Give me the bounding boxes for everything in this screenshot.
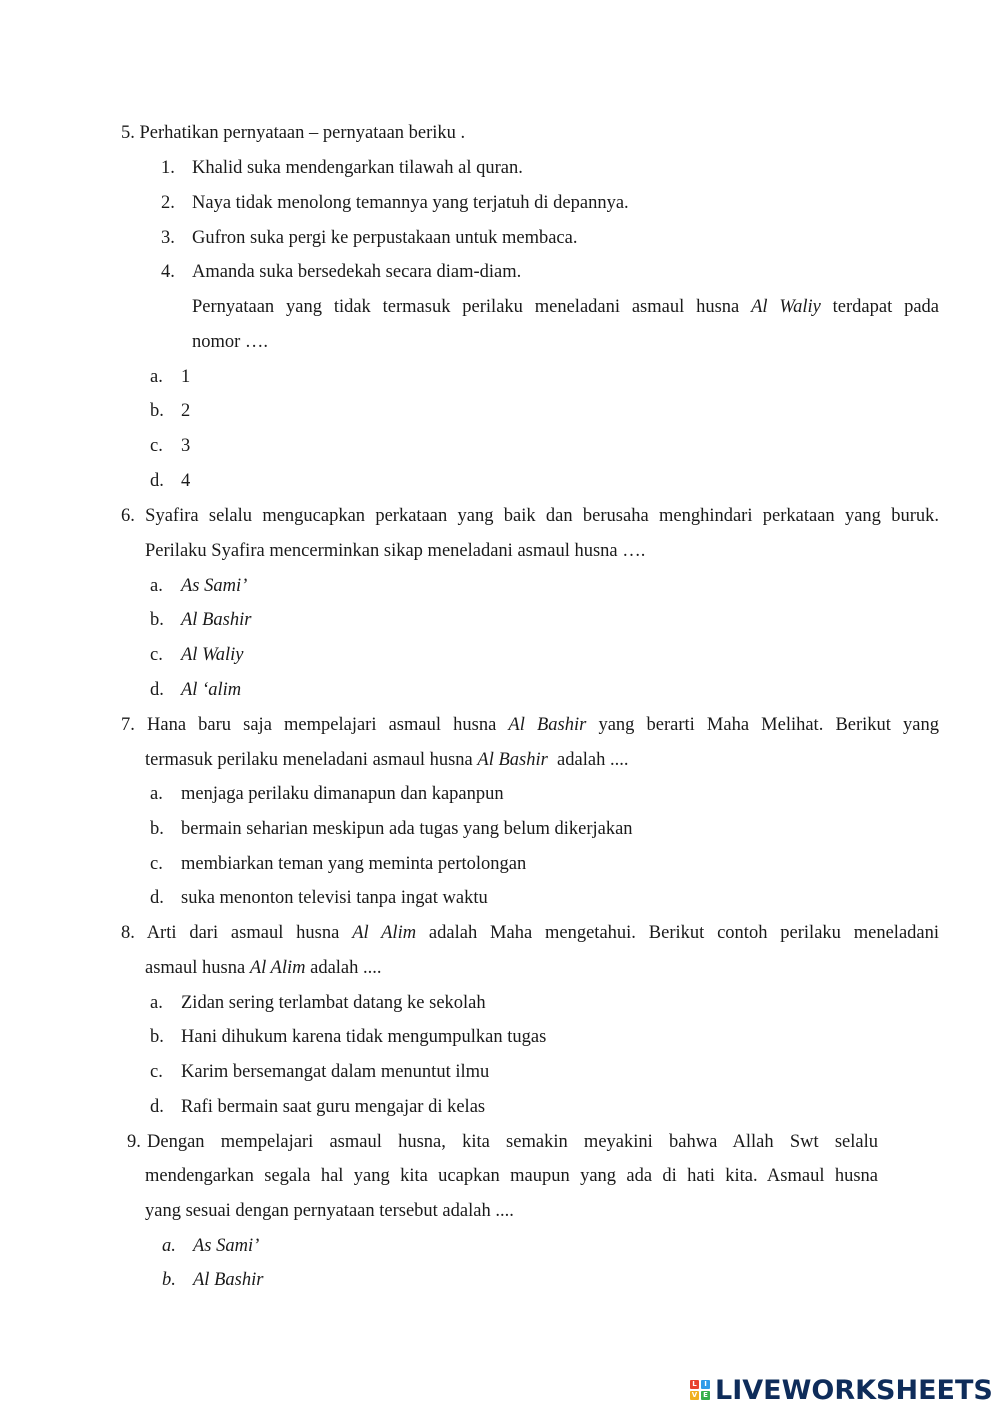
q5-statement-3 <box>161 227 578 249</box>
asmaul-term: Al Alim <box>249 958 306 978</box>
statement-number: 3. <box>161 228 175 248</box>
q5-statement-1 <box>161 157 523 179</box>
q6-option-a: a. As Sami’ <box>150 576 248 596</box>
q8-stem-line2: asmaul husna Al Alim adalah .... <box>145 958 382 978</box>
q5-prompt-line2: nomor …. <box>192 332 269 352</box>
q8-option-d: d. Rafi bermain saat guru mengajar di kelas <box>150 1097 486 1117</box>
q7-stem-line2: termasuk perilaku meneladani asmaul husna Al Bashir adalah .... <box>145 750 629 770</box>
q5-option-b: b. 2 <box>150 401 191 421</box>
liveworksheets-logo <box>690 1372 993 1408</box>
statement-text: Gufron suka pergi ke perpustakaan untuk membaca. <box>192 228 578 248</box>
q7-option-a: a. menjaga perilaku dimanapun dan kapanpun <box>150 784 504 804</box>
q5-statement-2 <box>161 192 629 214</box>
asmaul-term: Al Waliy <box>751 297 821 317</box>
q5-option-d: d. 4 <box>150 471 191 491</box>
asmaul-term: Al Bashir <box>508 715 587 735</box>
statement-number: 4. <box>161 262 175 282</box>
statement-text: Khalid suka mendengarkan tilawah al quran. <box>192 158 523 178</box>
statement-number: 1. <box>161 158 175 178</box>
statement-text: Amanda suka bersedekah secara diam-diam. <box>192 262 522 282</box>
statement-text: Naya tidak menolong temannya yang terjatuh di depannya. <box>192 193 629 213</box>
statement-number: 2. <box>161 193 175 213</box>
asmaul-term: Al Alim <box>352 923 417 943</box>
q7-option-d: d. suka menonton televisi tanpa ingat waktu <box>150 888 488 908</box>
q6-stem-line2: Perilaku Syafira mencerminkan sikap meneladani asmaul husna …. <box>145 541 646 561</box>
q7-option-c: c. membiarkan teman yang meminta pertolongan <box>150 854 527 874</box>
q5-option-a: a. 1 <box>150 367 191 387</box>
logo-mark-icon: L I V E <box>690 1380 710 1400</box>
q6-stem-line1: 6. Syafira selalu mengucapkan perkataan yang baik dan berusaha menghindari perkataan yang buruk. <box>121 506 939 526</box>
q5-option-c: c. 3 <box>150 436 191 456</box>
q5-prompt-line1: Pernyataan yang tidak termasuk perilaku meneladani asmaul husna Al Waliy terdapat pada <box>192 297 940 317</box>
q5-statement-4 <box>161 261 522 283</box>
q6-option-d: d. Al ‘alim <box>150 680 242 700</box>
q9-stem-line3: yang sesuai dengan pernyataan tersebut adalah .... <box>145 1201 514 1221</box>
q9-option-a: a. As Sami’ <box>162 1236 260 1256</box>
q8-stem-line1: 8. Arti dari asmaul husna Al Alim adalah Maha mengetahui. Berikut contoh perilaku meneladani <box>121 923 940 943</box>
q8-option-b: b. Hani dihukum karena tidak mengumpulkan tugas <box>150 1027 547 1047</box>
q9-stem-line2: mendengarkan segala hal yang kita ucapkan maupun yang ada di hati kita. Asmaul husna <box>145 1166 878 1186</box>
q9-stem-line1: Dengan mempelajari asmaul husna, kita semakin meyakini bahwa Allah Swt selalu <box>147 1132 878 1152</box>
q8-option-c: c. Karim bersemangat dalam menuntut ilmu <box>150 1062 490 1082</box>
logo-text: LIVEWORKSHEETS <box>715 1374 993 1406</box>
asmaul-term: Al Bashir <box>477 750 548 770</box>
q9-option-b: b. Al Bashir <box>162 1270 264 1290</box>
q6-option-b: b. Al Bashir <box>150 610 252 630</box>
q5-stem: 5. Perhatikan pernyataan – pernyataan beriku . <box>121 123 466 143</box>
q6-option-c: c. Al Waliy <box>150 645 244 665</box>
q8-option-a: a. Zidan sering terlambat datang ke sekolah <box>150 993 486 1013</box>
q7-stem-line1: 7. Hana baru saja mempelajari asmaul husna Al Bashir yang berarti Maha Melihat. Berikut yang <box>121 715 940 735</box>
q7-option-b: b. bermain seharian meskipun ada tugas yang belum dikerjakan <box>150 819 633 839</box>
q9-number: 9. <box>127 1132 141 1152</box>
